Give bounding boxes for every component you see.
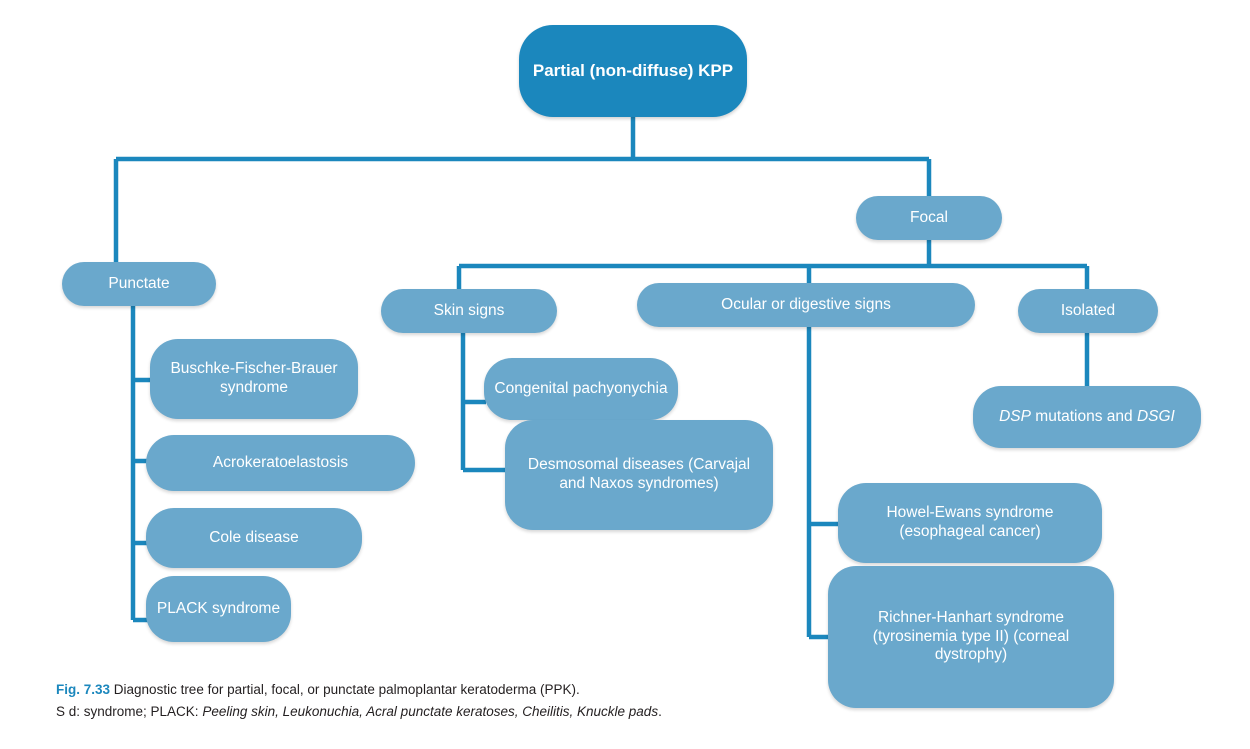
caption-line-2: [56, 702, 1196, 723]
node-skin-signs: [381, 289, 557, 333]
figure-caption: [56, 680, 1196, 723]
node-punctate-item-3: [146, 508, 362, 568]
node-punctate-item-2: [146, 435, 415, 491]
node-focal: [856, 196, 1002, 240]
node-skin-signs-label: Skin signs: [433, 301, 505, 319]
node-root: [519, 25, 747, 117]
node-isolated-item-1: [973, 386, 1201, 448]
node-punctate-item-4: [146, 576, 291, 642]
node-isolated-label: Isolated: [1060, 301, 1116, 319]
node-focal-label: Focal: [910, 208, 948, 226]
caption-abbrev-suffix: .: [658, 703, 662, 719]
caption-figure-number: Fig. 7.33: [56, 682, 111, 697]
caption-text: Diagnostic tree for partial, focal, or punctate palmoplantar keratoderma (PPK).: [110, 682, 580, 697]
node-skin-item-1: [484, 358, 678, 420]
node-label: Desmosomal diseases (Carvajal and Naxos syndromes): [527, 456, 751, 492]
caption-abbrev-italic: Peeling skin, Leukonuchia, Acral punctate keratoses, Cheilitis, Knuckle pads: [202, 703, 659, 719]
node-ocular-digestive-signs: [637, 283, 975, 327]
node-ocular-digestive-signs-label: Ocular or digestive signs: [721, 295, 891, 313]
node-label: DSP mutations and DSGI: [999, 407, 1175, 425]
node-punctate-item-1: [150, 339, 358, 419]
node-skin-item-2: [505, 420, 773, 530]
caption-line-1: [56, 680, 1196, 701]
node-isolated: [1018, 289, 1158, 333]
node-punctate: [62, 262, 216, 306]
node-label: PLACK syndrome: [156, 599, 281, 617]
node-label: Richner-Hanhart syndrome (tyrosinemia type II) (corneal dystrophy): [872, 608, 1070, 664]
caption-abbrev-prefix: S d: syndrome; PLACK:: [56, 703, 203, 719]
node-label: Howel-Ewans syndrome (esophageal cancer): [886, 504, 1054, 540]
node-label: Buschke-Fischer-Brauer syndrome: [170, 360, 338, 396]
node-label: Cole disease: [209, 528, 299, 546]
node-label: Acrokeratoelastosis: [212, 453, 349, 471]
node-label: Congenital pachyonychia: [494, 379, 668, 397]
node-punctate-label: Punctate: [108, 274, 170, 292]
node-ocular-item-1: [838, 483, 1102, 563]
node-root-label: Partial (non-diffuse) KPP: [532, 60, 734, 80]
